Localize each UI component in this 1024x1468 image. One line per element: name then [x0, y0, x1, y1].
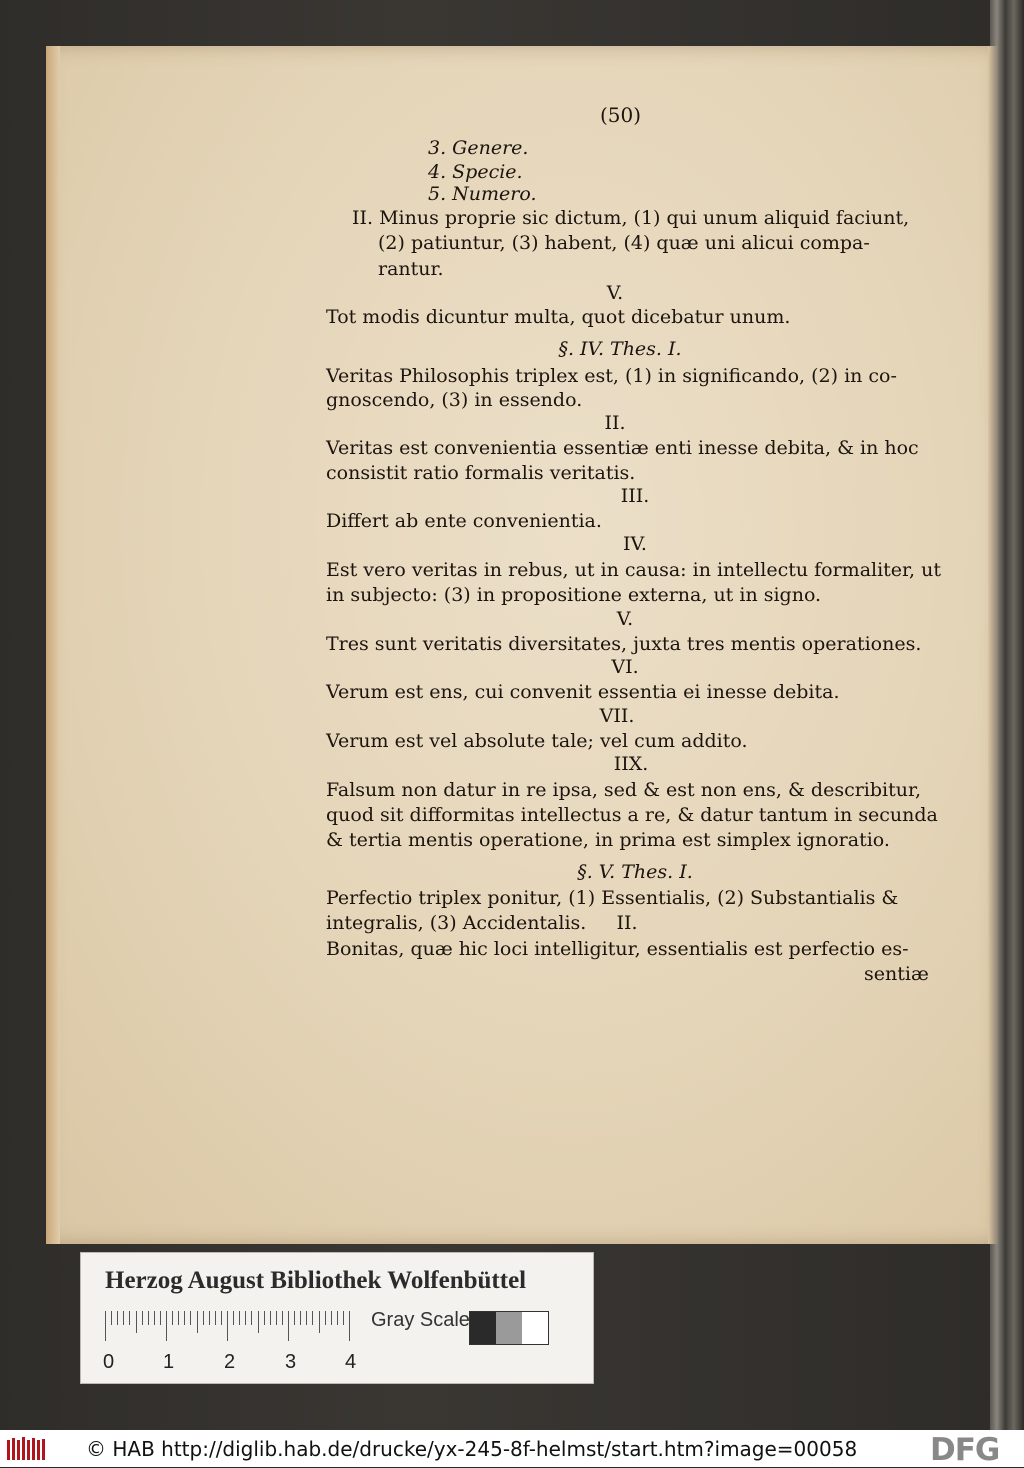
text-line: quod sit difformitas intellectus a re, & datur tantum in secunda [326, 804, 938, 826]
text-line: II. Minus proprie sic dictum, (1) qui unum aliquid faciunt, [352, 207, 910, 229]
ruler-tick [288, 1311, 289, 1341]
section-heading: VII. [599, 705, 635, 727]
ruler-scale [103, 1311, 357, 1373]
ruler-tick [209, 1311, 210, 1325]
ruler-tick [319, 1311, 320, 1333]
ruler-tick [166, 1311, 167, 1341]
ruler-number: 3 [285, 1351, 297, 1373]
text-line: Veritas Philosophis triplex est, (1) in significando, (2) in co- [326, 365, 897, 387]
ruler-tick [233, 1311, 234, 1325]
ruler-number: 1 [163, 1351, 175, 1373]
ruler-tick [245, 1311, 246, 1325]
catchword: sentiæ [864, 963, 929, 985]
text-line: rantur. [378, 258, 444, 280]
gray-swatch-light [522, 1312, 548, 1344]
text-line: consistit ratio formalis veritatis. [326, 462, 636, 484]
ruler-tick [349, 1311, 350, 1341]
text-line: 4. Specie. [428, 161, 523, 183]
calibration-card [80, 1252, 594, 1384]
ruler-number: 0 [103, 1351, 115, 1373]
ruler-tick [251, 1311, 252, 1325]
text-line: Bonitas, quæ hic loci intelligitur, essentialis est perfectio es- [326, 938, 909, 960]
ruler-tick [258, 1311, 259, 1333]
library-title: Herzog August Bibliothek Wolfenbüttel [105, 1267, 527, 1294]
ruler-tick [154, 1311, 155, 1325]
text-line: Tot modis dicuntur multa, quot dicebatur unum. [326, 306, 791, 328]
gray-swatch-dark [470, 1312, 496, 1344]
ruler-tick [203, 1311, 204, 1325]
ruler-tick [148, 1311, 149, 1325]
ruler-tick [197, 1311, 198, 1333]
text-line: Est vero veritas in rebus, ut in causa: in intellectu formaliter, ut [326, 559, 941, 581]
text-line: Veritas est convenientia essentiæ enti inesse debita, & in hoc [326, 437, 919, 459]
ruler-tick [190, 1311, 191, 1325]
text-line: Tres sunt veritatis diversitates, juxta tres mentis operationes. [326, 633, 922, 655]
ruler-tick [160, 1311, 161, 1325]
ruler-tick [227, 1311, 228, 1341]
text-line: 3. Genere. [428, 137, 529, 159]
ruler-tick [270, 1311, 271, 1325]
ruler-tick [306, 1311, 307, 1325]
ruler-tick [294, 1311, 295, 1325]
text-line: & tertia mentis operatione, in prima est simplex ignoratio. [326, 829, 890, 851]
section-heading: VI. [611, 656, 639, 678]
copyright-url[interactable]: © HAB http://diglib.hab.de/drucke/yx-245-8f-helmst/start.htm?image=00058 [86, 1437, 858, 1461]
text-line: gnoscendo, (3) in essendo. [326, 389, 583, 411]
ruler-tick [184, 1311, 185, 1325]
section-heading: IV. [623, 533, 647, 555]
section-heading: §. IV. Thes. I. [558, 338, 682, 360]
ruler-tick [300, 1311, 301, 1325]
gray-swatch-mid [496, 1312, 522, 1344]
text-line: in subjecto: (3) in propositione externa, ut in signo. [326, 584, 822, 606]
text-line: Verum est vel absolute tale; vel cum addito. [326, 730, 748, 752]
ruler-number: 2 [224, 1351, 236, 1373]
section-heading: III. [620, 485, 650, 507]
text-line: Verum est ens, cui convenit essentia ei inesse debita. [326, 681, 840, 703]
dfg-logo: DFG [930, 1432, 1000, 1468]
ruler-tick [239, 1311, 240, 1325]
section-heading: IIX. [613, 753, 649, 775]
ruler-tick [123, 1311, 124, 1325]
section-heading: V. [616, 608, 634, 630]
section-heading: II. [604, 412, 626, 434]
ruler-tick [105, 1311, 106, 1341]
ruler-tick [331, 1311, 332, 1325]
ruler-tick [129, 1311, 130, 1325]
text-line: Differt ab ente convenientia. [326, 510, 602, 532]
ruler-tick [325, 1311, 326, 1325]
gray-scale-label: Gray Scale [371, 1309, 470, 1331]
text-line: integralis, (3) Accidentalis. II. [326, 912, 638, 934]
ruler-tick [343, 1311, 344, 1325]
ruler-number: 4 [345, 1351, 357, 1373]
ruler-tick [264, 1311, 265, 1325]
section-heading: §. V. Thes. I. [577, 861, 693, 883]
gray-scale-swatches [469, 1311, 549, 1345]
ruler-tick [111, 1311, 112, 1325]
ruler-tick [221, 1311, 222, 1325]
text-line: Falsum non datur in re ipsa, sed & est non ens, & describitur, [326, 779, 922, 801]
ruler-tick [117, 1311, 118, 1325]
section-heading: V. [606, 282, 624, 304]
ruler-tick [136, 1311, 137, 1333]
text-line: Perfectio triplex ponitur, (1) Essentialis, (2) Substantialis & [326, 887, 899, 909]
footer-bar [0, 1430, 1024, 1467]
ruler-tick [172, 1311, 173, 1325]
ruler-tick [276, 1311, 277, 1325]
ruler-tick [142, 1311, 143, 1325]
page-number: (50) [600, 103, 642, 127]
hab-logo-icon [6, 1436, 46, 1462]
ruler-tick [312, 1311, 313, 1325]
text-line: 5. Numero. [428, 183, 537, 205]
text-line: (2) patiuntur, (3) habent, (4) quæ uni alicui compa- [378, 232, 870, 254]
ruler-tick [215, 1311, 216, 1325]
ruler-tick [178, 1311, 179, 1325]
ruler-tick [282, 1311, 283, 1325]
ruler-tick [337, 1311, 338, 1325]
